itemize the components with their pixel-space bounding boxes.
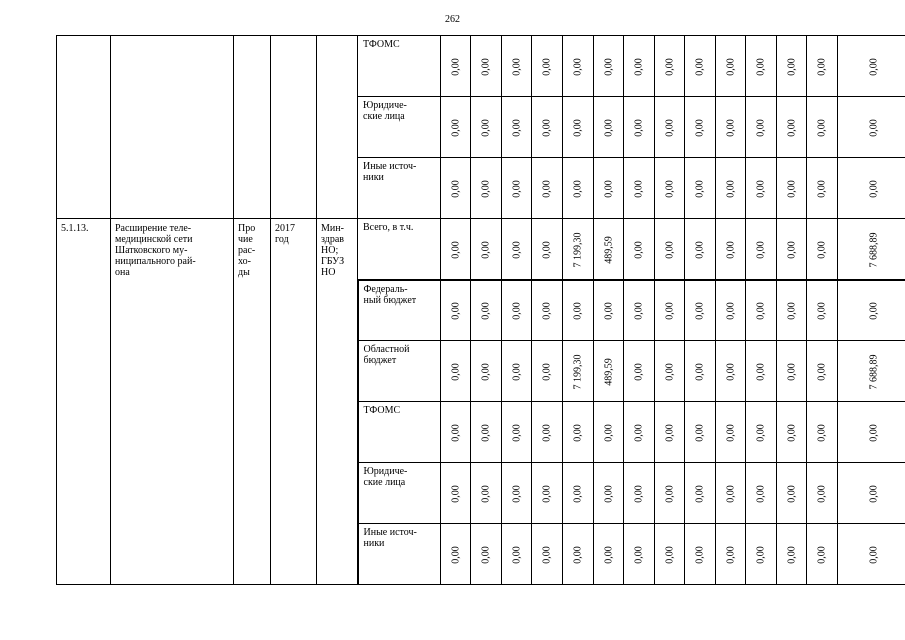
value-text: 0,00: [511, 58, 522, 76]
value-text: 0,00: [541, 546, 553, 564]
value-cell: [441, 524, 471, 585]
value-cell: [807, 36, 838, 97]
value-text: 0,00: [541, 302, 553, 321]
value-cell: [807, 402, 838, 463]
value-cell: [594, 280, 624, 341]
value-text: 0,00: [572, 485, 584, 503]
value-text: 0,00: [868, 180, 879, 198]
value-text: 0,00: [786, 363, 797, 381]
value-text: 0,00: [694, 180, 706, 198]
funding-source-label: ТФОМС: [358, 402, 441, 463]
value-text: 0,00: [755, 241, 767, 259]
value-cell: [441, 341, 471, 402]
funding-source-label: Юридиче- ские лица: [358, 97, 441, 158]
value-text: 0,00: [816, 119, 828, 137]
value-cell: [594, 341, 624, 402]
value-cell: [624, 341, 655, 402]
value-cell: [746, 524, 777, 585]
value-text: 0,00: [572, 302, 584, 321]
value-cell: [441, 463, 471, 524]
value-text: 0,00: [868, 58, 879, 76]
value-text: 0,00: [511, 119, 522, 137]
value-text: 0,00: [450, 241, 461, 259]
value-cell: [471, 280, 502, 341]
value-cell: [532, 524, 563, 585]
value-cell: [563, 158, 594, 219]
page-number: 262: [445, 14, 460, 25]
value-cell: [807, 158, 838, 219]
value-cell: [624, 524, 655, 585]
value-text: 7 688,89: [868, 232, 879, 268]
value-cell: [594, 158, 624, 219]
value-text: 489,59: [603, 236, 614, 264]
value-cell: [838, 97, 905, 158]
value-text: 0,00: [480, 119, 492, 137]
value-cell: [532, 463, 563, 524]
value-text: 0,00: [480, 58, 492, 76]
value-text: 0,00: [450, 119, 461, 137]
value-cell: [624, 402, 655, 463]
value-cell: [655, 402, 685, 463]
value-text: 0,00: [603, 424, 614, 442]
value-text: 0,00: [694, 363, 706, 381]
value-cell: [594, 36, 624, 97]
value-text: 0,00: [541, 180, 553, 198]
value-cell: [563, 219, 594, 280]
value-text: 0,00: [725, 241, 736, 259]
value-cell: [807, 97, 838, 158]
value-text: 0,00: [868, 119, 879, 137]
value-cell: [471, 463, 502, 524]
value-text: 0,00: [786, 302, 797, 321]
value-text: 0,00: [511, 363, 522, 381]
value-cell: [624, 158, 655, 219]
value-text: 0,00: [664, 180, 675, 198]
value-text: 0,00: [664, 241, 675, 259]
value-text: 0,00: [725, 119, 736, 137]
value-cell: [655, 36, 685, 97]
value-text: 0,00: [816, 58, 828, 76]
value-text: 0,00: [725, 546, 736, 564]
value-text: 0,00: [816, 485, 828, 503]
value-cell: [532, 402, 563, 463]
value-cell: [777, 158, 807, 219]
value-text: 0,00: [633, 58, 645, 76]
value-text: 0,00: [755, 485, 767, 503]
value-cell: [746, 97, 777, 158]
item-number: 5.1.13.: [57, 219, 111, 585]
value-text: 0,00: [450, 363, 461, 381]
value-cell: [441, 402, 471, 463]
value-text: 0,00: [664, 424, 675, 442]
value-cell: [716, 36, 746, 97]
value-text: 0,00: [633, 119, 645, 137]
value-text: 0,00: [786, 424, 797, 442]
value-text: 0,00: [816, 424, 828, 442]
value-text: 0,00: [603, 58, 614, 76]
value-text: 0,00: [816, 363, 828, 381]
value-cell: [655, 280, 685, 341]
value-text: 0,00: [450, 58, 461, 76]
value-text: 0,00: [450, 546, 461, 564]
value-cell: [685, 97, 716, 158]
value-cell: [807, 463, 838, 524]
value-cell: [716, 524, 746, 585]
value-text: 0,00: [603, 546, 614, 564]
expense-type: Про чие рас- хо- ды: [234, 219, 271, 585]
value-text: 0,00: [450, 424, 461, 442]
value-text: 0,00: [868, 546, 879, 564]
value-text: 0,00: [541, 58, 553, 76]
value-text: 0,00: [725, 485, 736, 503]
value-cell: [624, 463, 655, 524]
item-year: 2017 год: [271, 219, 317, 585]
value-cell: [594, 463, 624, 524]
value-cell: [777, 36, 807, 97]
value-cell: [502, 463, 532, 524]
value-text: 0,00: [786, 241, 797, 259]
value-text: 0,00: [786, 180, 797, 198]
continuation-empty-cell: [317, 36, 358, 219]
value-cell: [716, 97, 746, 158]
value-cell: [838, 158, 905, 219]
value-cell: [502, 341, 532, 402]
value-text: 0,00: [450, 485, 461, 503]
value-text: 0,00: [633, 424, 645, 442]
value-cell: [746, 280, 777, 341]
value-cell: [838, 402, 905, 463]
table-row: [57, 36, 905, 97]
value-text: 0,00: [603, 119, 614, 137]
value-cell: [563, 97, 594, 158]
value-text: 0,00: [816, 546, 828, 564]
table-row: [57, 219, 905, 280]
value-cell: [838, 219, 905, 280]
value-text: 0,00: [480, 180, 492, 198]
funding-source-label: Федераль- ный бюджет: [358, 280, 441, 341]
value-text: 0,00: [868, 302, 879, 321]
item-name: Расширение теле- медицинской сети Шатковского му- ниципального рай- она: [111, 219, 234, 585]
value-cell: [563, 463, 594, 524]
value-cell: [746, 463, 777, 524]
value-text: 0,00: [755, 58, 767, 76]
value-text: 0,00: [511, 546, 522, 564]
value-text: 0,00: [511, 302, 522, 321]
value-cell: [532, 280, 563, 341]
value-text: 0,00: [572, 424, 584, 442]
funding-source-label: Иные источ- ники: [358, 158, 441, 219]
value-text: 0,00: [755, 363, 767, 381]
value-text: 0,00: [664, 363, 675, 381]
value-cell: [746, 219, 777, 280]
value-cell: [685, 219, 716, 280]
value-cell: [838, 524, 905, 585]
value-cell: [471, 97, 502, 158]
value-cell: [502, 97, 532, 158]
continuation-empty-cell: [271, 36, 317, 219]
value-text: 7 199,30: [572, 232, 584, 268]
continuation-empty-cell: [111, 36, 234, 219]
value-text: 0,00: [755, 119, 767, 137]
value-text: 0,00: [480, 302, 492, 321]
value-text: 0,00: [633, 485, 645, 503]
value-text: 0,00: [786, 119, 797, 137]
value-text: 0,00: [450, 302, 461, 321]
value-text: 0,00: [816, 241, 828, 259]
value-cell: [716, 463, 746, 524]
funding-source-label: Иные источ- ники: [358, 524, 441, 585]
value-text: 0,00: [572, 180, 584, 198]
value-text: 0,00: [572, 546, 584, 564]
value-text: 0,00: [541, 424, 553, 442]
value-text: 0,00: [694, 241, 706, 259]
value-text: 0,00: [816, 180, 828, 198]
value-cell: [532, 97, 563, 158]
value-cell: [746, 341, 777, 402]
value-cell: [716, 402, 746, 463]
value-text: 0,00: [868, 424, 879, 442]
value-text: 0,00: [511, 424, 522, 442]
value-cell: [502, 36, 532, 97]
value-text: 0,00: [480, 241, 492, 259]
value-cell: [471, 402, 502, 463]
value-text: 0,00: [664, 546, 675, 564]
value-cell: [441, 219, 471, 280]
value-text: 0,00: [816, 302, 828, 321]
value-cell: [502, 158, 532, 219]
value-cell: [563, 524, 594, 585]
value-cell: [655, 219, 685, 280]
value-cell: [746, 36, 777, 97]
value-cell: [655, 524, 685, 585]
value-cell: [746, 158, 777, 219]
value-cell: [594, 219, 624, 280]
value-cell: [777, 402, 807, 463]
value-text: 0,00: [603, 485, 614, 503]
value-cell: [563, 402, 594, 463]
value-cell: [441, 158, 471, 219]
value-cell: [777, 97, 807, 158]
value-cell: [685, 280, 716, 341]
value-text: 0,00: [725, 180, 736, 198]
value-cell: [685, 341, 716, 402]
continuation-empty-cell: [57, 36, 111, 219]
value-text: 0,00: [450, 180, 461, 198]
value-text: 0,00: [755, 302, 767, 321]
value-cell: [532, 158, 563, 219]
value-text: 0,00: [480, 363, 492, 381]
funding-source-label: ТФОМС: [358, 36, 441, 97]
value-cell: [777, 219, 807, 280]
funding-source-label: Областной бюджет: [358, 341, 441, 402]
value-text: 0,00: [664, 58, 675, 76]
value-text: 0,00: [664, 485, 675, 503]
value-text: 0,00: [572, 58, 584, 76]
value-text: 0,00: [694, 302, 706, 321]
value-cell: [624, 97, 655, 158]
value-cell: [777, 341, 807, 402]
value-text: 7 199,30: [572, 354, 584, 390]
value-cell: [471, 341, 502, 402]
value-text: 0,00: [541, 241, 553, 259]
value-cell: [655, 463, 685, 524]
value-cell: [685, 402, 716, 463]
value-text: 0,00: [541, 485, 553, 503]
value-text: 0,00: [633, 302, 645, 321]
value-cell: [685, 524, 716, 585]
value-text: 0,00: [725, 58, 736, 76]
value-text: 0,00: [786, 58, 797, 76]
value-cell: [838, 341, 905, 402]
value-cell: [471, 524, 502, 585]
value-text: 0,00: [633, 180, 645, 198]
value-cell: [807, 280, 838, 341]
value-text: 0,00: [511, 241, 522, 259]
value-cell: [716, 341, 746, 402]
value-cell: [624, 280, 655, 341]
value-text: 0,00: [541, 363, 553, 381]
value-cell: [777, 524, 807, 585]
value-text: 0,00: [725, 302, 736, 321]
value-text: 0,00: [664, 302, 675, 321]
value-text: 0,00: [755, 424, 767, 442]
funding-source-label: Юридиче- ские лица: [358, 463, 441, 524]
value-cell: [563, 280, 594, 341]
value-cell: [624, 219, 655, 280]
value-cell: [655, 341, 685, 402]
value-text: 0,00: [541, 119, 553, 137]
value-text: 0,00: [633, 546, 645, 564]
value-text: 0,00: [725, 424, 736, 442]
value-cell: [838, 36, 905, 97]
value-text: 0,00: [755, 546, 767, 564]
value-text: 0,00: [480, 485, 492, 503]
value-cell: [777, 280, 807, 341]
value-text: 0,00: [480, 546, 492, 564]
item-executor: Мин- здрав НО; ГБУЗ НО: [317, 219, 358, 585]
value-cell: [441, 36, 471, 97]
value-text: 0,00: [480, 424, 492, 442]
value-cell: [807, 524, 838, 585]
budget-table: [56, 35, 905, 585]
value-text: 0,00: [633, 241, 645, 259]
value-cell: [655, 158, 685, 219]
value-cell: [471, 158, 502, 219]
value-text: 7 688,89: [868, 354, 879, 390]
value-text: 0,00: [755, 180, 767, 198]
value-cell: [807, 219, 838, 280]
value-cell: [685, 463, 716, 524]
value-cell: [471, 36, 502, 97]
value-text: 0,00: [511, 485, 522, 503]
value-cell: [471, 219, 502, 280]
value-cell: [807, 341, 838, 402]
value-cell: [563, 341, 594, 402]
value-cell: [594, 402, 624, 463]
value-text: 0,00: [511, 180, 522, 198]
value-cell: [685, 36, 716, 97]
value-cell: [532, 341, 563, 402]
value-cell: [716, 219, 746, 280]
value-cell: [594, 524, 624, 585]
funding-source-label: Всего, в т.ч.: [358, 219, 441, 280]
value-text: 0,00: [725, 363, 736, 381]
value-cell: [502, 219, 532, 280]
value-text: 0,00: [633, 363, 645, 381]
value-text: 0,00: [694, 58, 706, 76]
value-text: 0,00: [572, 119, 584, 137]
value-cell: [532, 219, 563, 280]
value-text: 0,00: [694, 119, 706, 137]
value-text: 0,00: [868, 485, 879, 503]
value-text: 0,00: [694, 424, 706, 442]
value-cell: [838, 463, 905, 524]
value-text: 0,00: [664, 119, 675, 137]
value-text: 0,00: [786, 546, 797, 564]
value-cell: [624, 36, 655, 97]
value-cell: [655, 97, 685, 158]
value-text: 489,59: [603, 358, 614, 386]
continuation-empty-cell: [234, 36, 271, 219]
value-cell: [502, 280, 532, 341]
value-cell: [838, 280, 905, 341]
value-cell: [594, 97, 624, 158]
value-cell: [502, 402, 532, 463]
value-cell: [441, 280, 471, 341]
value-cell: [716, 280, 746, 341]
value-cell: [777, 463, 807, 524]
value-cell: [532, 36, 563, 97]
value-cell: [441, 97, 471, 158]
value-cell: [746, 402, 777, 463]
value-text: 0,00: [603, 180, 614, 198]
value-text: 0,00: [694, 546, 706, 564]
value-text: 0,00: [694, 485, 706, 503]
value-text: 0,00: [603, 302, 614, 321]
value-cell: [502, 524, 532, 585]
value-cell: [685, 158, 716, 219]
value-cell: [563, 36, 594, 97]
value-cell: [716, 158, 746, 219]
value-text: 0,00: [786, 485, 797, 503]
